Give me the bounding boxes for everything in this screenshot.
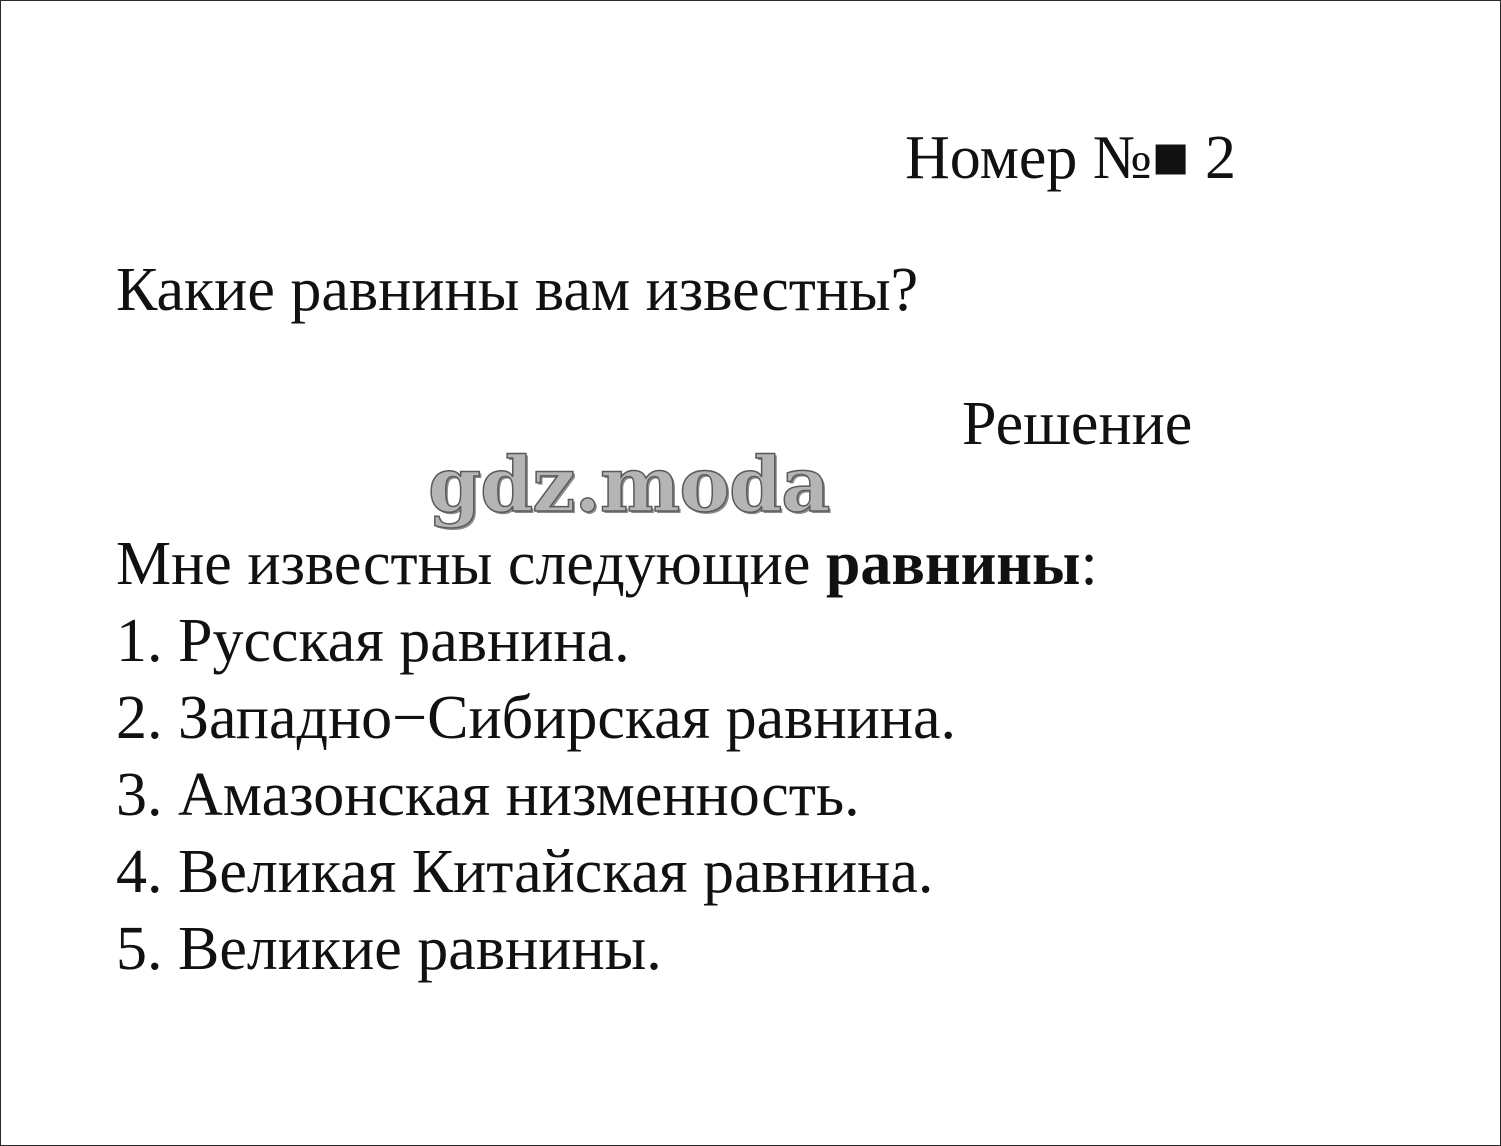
answer-intro-prefix: Мне известны следующие	[116, 530, 826, 598]
answer-intro-keyword: равнины	[825, 530, 1081, 598]
answer-list-item: 2. Западно−Сибирская равнина.	[116, 684, 956, 752]
answer-intro-suffix: :	[1080, 530, 1098, 598]
question-text: Какие равнины вам известны?	[116, 256, 919, 324]
solution-label: Решение	[962, 390, 1193, 458]
task-number-heading: Номер №■ 2	[905, 124, 1236, 192]
answer-list-item: 1. Русская равнина.	[116, 607, 630, 675]
answer-list-item: 3. Амазонская низменность.	[116, 761, 860, 829]
answer-block	[116, 526, 1098, 988]
answer-list-item: 4. Великая Китайская равнина.	[116, 838, 934, 906]
watermark-logo: gdz.moda	[428, 440, 830, 529]
answer-intro	[116, 526, 1098, 603]
answer-list-item: 5. Великие равнины.	[116, 915, 662, 983]
